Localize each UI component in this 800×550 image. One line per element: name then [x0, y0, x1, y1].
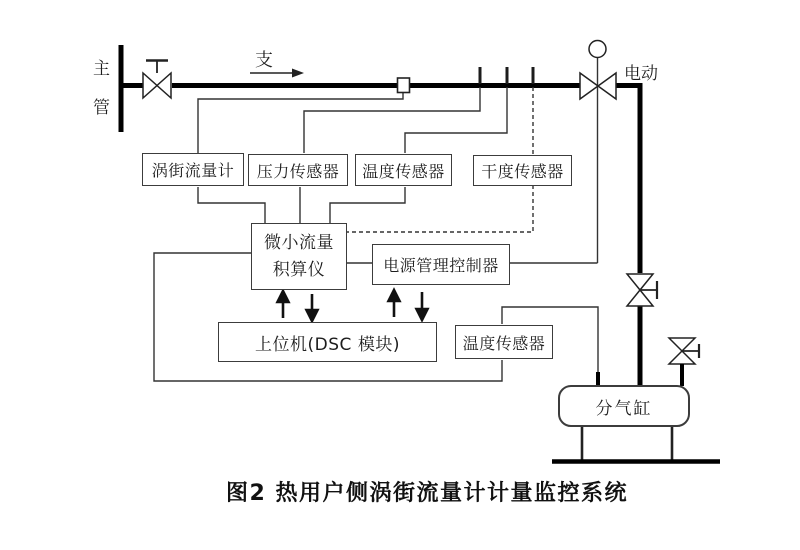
cylinder-valve-icon	[669, 338, 699, 386]
flow-integrator-line2: 积算仪	[272, 259, 326, 280]
dryness-sensor-box: 干度传感器	[473, 155, 572, 186]
pressure-sensor-box: 压力传感器	[248, 154, 348, 186]
branch-label: 支	[255, 50, 273, 71]
gate-valve-icon	[143, 61, 171, 99]
pipe-tap-ticks	[480, 67, 533, 84]
cylinder-legs	[582, 427, 672, 461]
gas-cylinder: 分气缸	[558, 385, 690, 427]
temperature-sensor-cylinder-box: 温度传感器	[455, 325, 553, 359]
flow-integrator-line1: 微小流量	[264, 233, 334, 254]
main-pipe-label-bottom: 管	[93, 98, 110, 118]
main-pipe-label-top: 主	[93, 59, 110, 79]
host-computer-box: 上位机(DSC 模块)	[218, 322, 437, 362]
controller-host-arrows	[389, 290, 428, 320]
riser-valve-icon	[627, 274, 657, 306]
integrator-host-arrows	[278, 291, 318, 321]
flowmeter-square-icon	[398, 78, 410, 93]
electric-valve-label: 电动	[624, 64, 658, 84]
flow-integrator-box	[251, 223, 347, 290]
vortex-flowmeter-box: 涡街流量计	[142, 153, 244, 186]
power-controller-box: 电源管理控制器	[372, 244, 510, 285]
figure-caption: 图2 热用户侧涡街流量计计量监控系统	[226, 481, 628, 506]
temperature-sensor-pipe-box: 温度传感器	[355, 154, 452, 186]
